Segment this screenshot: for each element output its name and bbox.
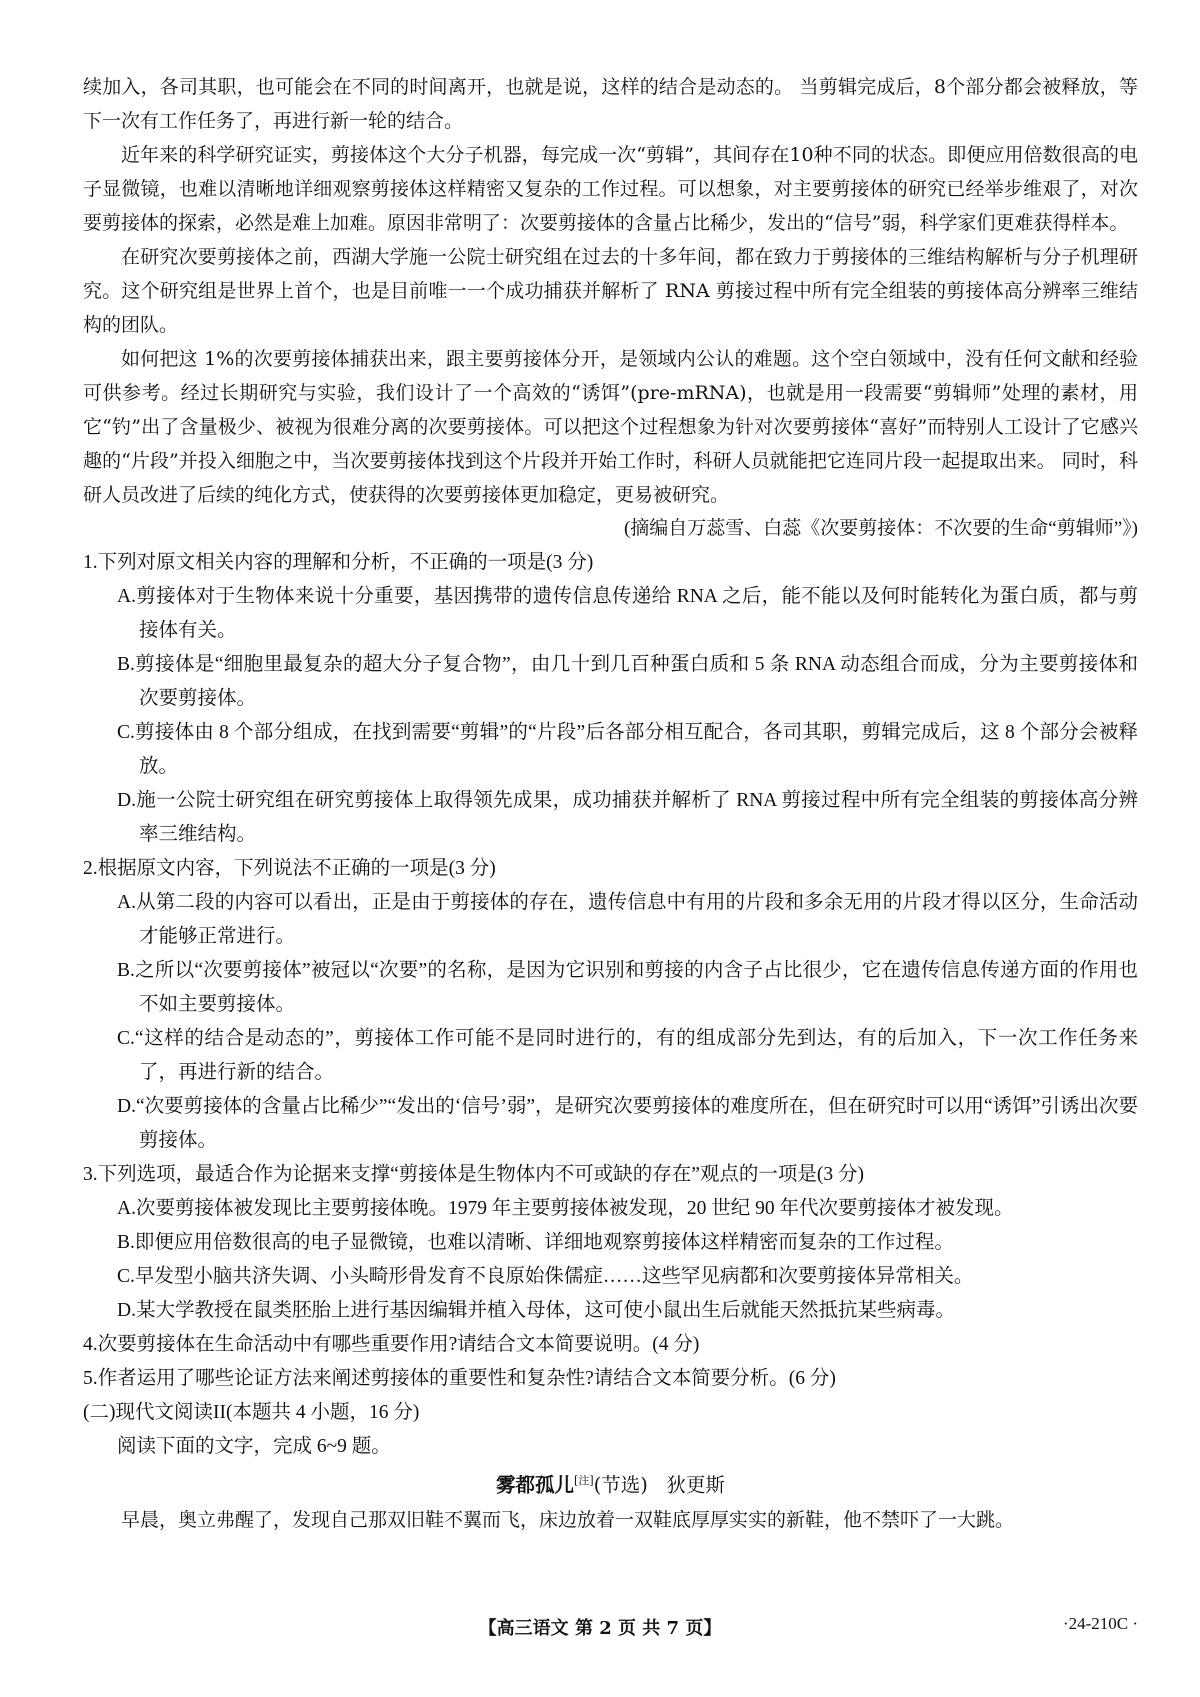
paragraph-continuation: 续加入，各司其职，也可能会在不同的时间离开，也就是说，这样的结合是动态的。 当剪辑完成后，8个部分都会被释放，等下一次有工作任务了，再进行新一轮的结合。 (83, 76, 1138, 132)
question-1-option-d: D.施一公院士研究组在研究剪接体上取得领先成果，成功捕获并解析了 RNA 剪接过程中所有完全组装的剪接体高分辨率三维结构。 (117, 790, 1138, 845)
page-footer (0, 1614, 1200, 1644)
section-two-heading: (二)现代文阅读II(本题共 4 小题，16 分) (83, 1402, 420, 1423)
question-2-option-d: D.“次要剪接体的含量占比稀少”“发出的‘信号’弱”，是研究次要剪接体的难度所在，但在研究时可以用“诱饵”引诱出次要剪接体。 (117, 1096, 1138, 1151)
question-3-stem: 3.下列选项，最适合作为论据来支撑“剪接体是生物体内不可或缺的存在”观点的一项是(3 分) (83, 1164, 865, 1185)
question-1-stem: 1.下列对原文相关内容的理解和分析，不正确的一项是(3 分) (83, 552, 594, 573)
question-1-option-a: A.剪接体对于生物体来说十分重要，基因携带的遗传信息传递给 RNA 之后，能不能以及何时能转化为蛋白质，都与剪接体有关。 (117, 586, 1138, 641)
question-2-stem: 2.根据原文内容，下列说法不正确的一项是(3 分) (83, 858, 496, 879)
story-subtitle: (节选) (593, 1473, 648, 1497)
story-title: 雾都孤儿 (496, 1473, 575, 1497)
story-author: 狄更斯 (666, 1473, 725, 1497)
footer-page-info: 【高三语文 第 2 页 共 7 页】 (478, 1618, 722, 1639)
story-first-line: 早晨，奥立弗醒了，发现自己那双旧鞋不翼而飞，床边放着一双鞋底厚厚实实的新鞋，他不禁吓了一大跳。 (121, 1508, 1015, 1531)
passage-one (83, 70, 1138, 1537)
question-2-option-b: B.之所以“次要剪接体”被冠以“次要”的名称，是因为它识别和剪接的内含子占比很少，它在遗传信息传递方面的作用也不如主要剪接体。 (117, 960, 1138, 1015)
question-4: 4.次要剪接体在生命活动中有哪些重要作用?请结合文本简要说明。(4 分) (83, 1334, 700, 1355)
paragraph-research-group: 在研究次要剪接体之前，西湖大学施一公院士研究组在过去的十多年间，都在致力于剪接体的三维结构解析与分子机理研究。这个研究组是世界上首个，也是目前唯一一个成功捕获并解析了 RNA 剪接过程中所有完全组装的剪接体高分辨率三维结构的团队。 (83, 246, 1138, 336)
question-2-option-c: C.“这样的结合是动态的”，剪接体工作可能不是同时进行的，有的组成部分先到达，有的后加入，下一次工作任务来了，再进行新的结合。 (117, 1028, 1138, 1083)
paragraph-bait-method: 如何把这 1%的次要剪接体捕获出来，跟主要剪接体分开，是领域内公认的难题。这个空白领域中，没有任何文献和经验可供参考。经过长期研究与实验，我们设计了一个高效的“诱饵”(pre-mRNA)，也就是用一段需要“剪辑师”处理的素材，用它“钓”出了含量极少、被视为很难分离的次要剪接体。可以把这个过程想象为针对次要剪接体“喜好”而特别人工设计了它感兴趣的“片段”并投入细胞之中，当次要剪接体找到这个片段并开始工作时，科研人员就能把它连同片段一起提取出来。 同时，科研人员改进了后续的纯化方式，使获得的次要剪接体更加稳定，更易被研究。 (83, 348, 1138, 506)
question-5: 5.作者运用了哪些论证方法来阐述剪接体的重要性和复杂性?请结合文本简要分析。(6 分) (83, 1368, 836, 1389)
question-3-option-b: B.即便应用倍数很高的电子显微镜，也难以清晰、详细地观察剪接体这样精密而复杂的工作过程。 (117, 1232, 954, 1253)
question-3-option-a: A.次要剪接体被发现比主要剪接体晚。1979 年主要剪接体被发现，20 世纪 90 年代次要剪接体才被发现。 (117, 1198, 1014, 1219)
section-two-instruction: 阅读下面的文字，完成 6~9 题。 (117, 1436, 391, 1457)
paragraph-research-states: 近年来的科学研究证实，剪接体这个大分子机器，每完成一次“剪辑”，其间存在10种不同的状态。即便应用倍数很高的电子显微镜，也难以清晰地详细观察剪接体这样精密又复杂的工作过程。可以想象，对主要剪接体的研究已经举步维艰了，对次要剪接体的探索，必然是难上加难。原因非常明了：次要剪接体的含量占比稀少，发出的“信号”弱，科学家们更难获得样本。 (83, 144, 1138, 234)
source-citation: (摘编自万蕊雪、白蕊《次要剪接体：不次要的生命“剪辑师”》) (623, 518, 1138, 539)
question-3-option-c: C.早发型小脑共济失调、小头畸形骨发育不良原始侏儒症……这些罕见病都和次要剪接体异常相关。 (117, 1266, 974, 1287)
footer-exam-code: ·24-210C · (1062, 1614, 1138, 1633)
question-2-option-a: A.从第二段的内容可以看出，正是由于剪接体的存在，遗传信息中有用的片段和多余无用的片段才得以区分，生命活动才能够正常进行。 (117, 892, 1138, 947)
question-1-option-b: B.剪接体是“细胞里最复杂的超大分子复合物”，由几十到几百种蛋白质和 5 条 RNA 动态组合而成，分为主要剪接体和次要剪接体。 (117, 654, 1138, 709)
question-3-option-d: D.某大学教授在鼠类胚胎上进行基因编辑并植入母体，这可使小鼠出生后就能天然抵抗某些病毒。 (117, 1300, 955, 1321)
note-marker: [注] (574, 1474, 594, 1487)
question-1-option-c: C.剪接体由 8 个部分组成，在找到需要“剪辑”的“片段”后各部分相互配合，各司其职，剪辑完成后，这 8 个部分会被释放。 (117, 722, 1138, 777)
story-title-line (83, 1464, 1138, 1503)
